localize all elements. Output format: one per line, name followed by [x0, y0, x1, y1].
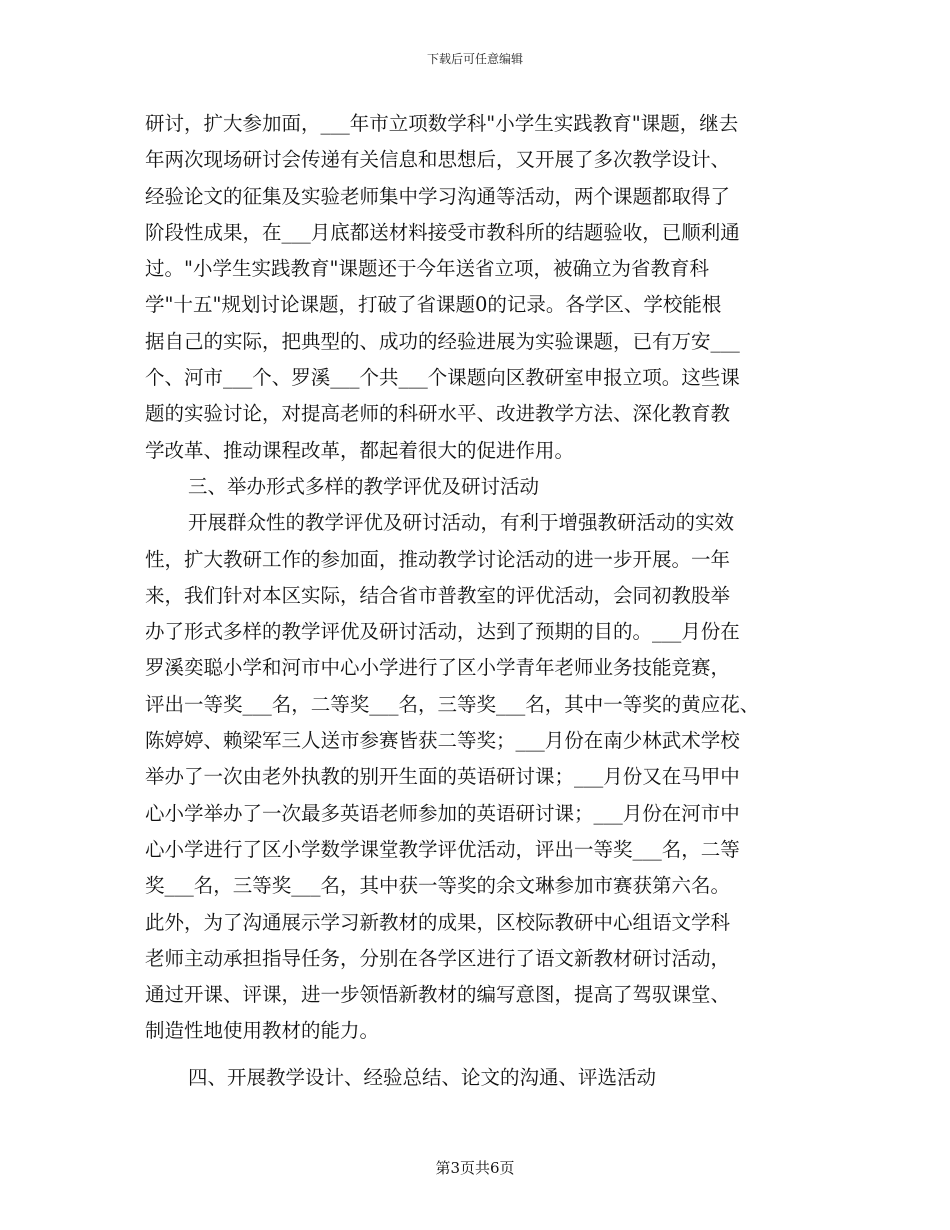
text-line: 阶段性成果，在___月底都送材料接受市教科所的结题验收，已顺利通	[145, 220, 740, 244]
text-line: 心小学进行了区小学数学课堂教学评优活动，评出一等奖___名，二等	[145, 837, 740, 861]
text-line: 办了形式多样的教学评优及研讨活动，达到了预期的目的。___月份在	[145, 620, 740, 644]
text-line: 心小学举办了一次最多英语老师参加的英语研讨课；___月份在河市中	[145, 801, 740, 825]
spacer	[145, 1050, 825, 1060]
text-line: 学改革、推动课程改革，都起着很大的促进作用。	[145, 438, 575, 462]
text-line: 制造性地使用教材的能力。	[145, 1019, 380, 1043]
text-line: 奖___名，三等奖___名，其中获一等奖的余文琳参加市赛获第六名。	[145, 874, 731, 898]
text-line: 通过开课、评课，进一步领悟新教材的编写意图，提高了驾驭课堂、	[145, 983, 731, 1007]
section-heading-3: 三、举办形式多样的教学评优及研讨活动	[188, 474, 540, 498]
text-line: 陈婷婷、赖梁军三人送市参赛皆获二等奖；___月份在南少林武术学校	[145, 729, 740, 753]
text-line: 题的实验讨论，对提高老师的科研水平、改进教学方法、深化教育教	[145, 402, 731, 426]
page-footer: 第3页共6页	[435, 1159, 515, 1177]
text-line: 老师主动承担指导任务，分别在各学区进行了语文新教材研讨活动，	[145, 946, 731, 970]
text-line: 研讨，扩大参加面，___年市立项数学科"小学生实践教育"课题，继去	[145, 112, 739, 135]
text-line: 个、河市___个、罗溪___个共___个课题向区教研室申报立项。这些课	[145, 366, 740, 390]
text-line: 来，我们针对本区实际，结合省市普教室的评优活动，会同初教股举	[145, 583, 731, 607]
text-line: 据自己的实际，把典型的、成功的经验进展为实验课题，已有万安___	[145, 329, 740, 353]
page-header: 下载后可任意编辑	[426, 52, 523, 66]
text-line: 学"十五"规划讨论课题，打破了省课题0的记录。各学区、学校能根	[145, 293, 722, 317]
body-text	[145, 106, 825, 1096]
text-line: 评出一等奖___名，二等奖___名，三等奖___名，其中一等奖的黄应花、	[145, 692, 760, 716]
text-line: 年两次现场研讨会传递有关信息和思想后，又开展了多次教学设计、	[145, 148, 731, 172]
text-line: 经验论文的征集及实验老师集中学习沟通等活动，两个课题都取得了	[145, 184, 731, 208]
text-line: 此外，为了沟通展示学习新教材的成果，区校际教研中心组语文学科	[145, 910, 731, 934]
text-line: 过。"小学生实践教育"课题还于今年送省立项，被确立为省教育科	[145, 257, 709, 281]
paragraph-first-line: 开展群众性的教学评优及研讨活动，有利于增强教研活动的实效	[188, 511, 735, 535]
section-heading-4: 四、开展教学设计、经验总结、论文的沟通、评选活动	[188, 1065, 657, 1089]
text-line: 性，扩大教研工作的参加面，推动教学讨论活动的进一步开展。一年	[145, 547, 731, 571]
text-line: 举办了一次由老外执教的别开生面的英语研讨课；___月份又在马甲中	[145, 765, 740, 789]
text-line: 罗溪奕聪小学和河市中心小学进行了区小学青年老师业务技能竞赛，	[145, 656, 731, 680]
